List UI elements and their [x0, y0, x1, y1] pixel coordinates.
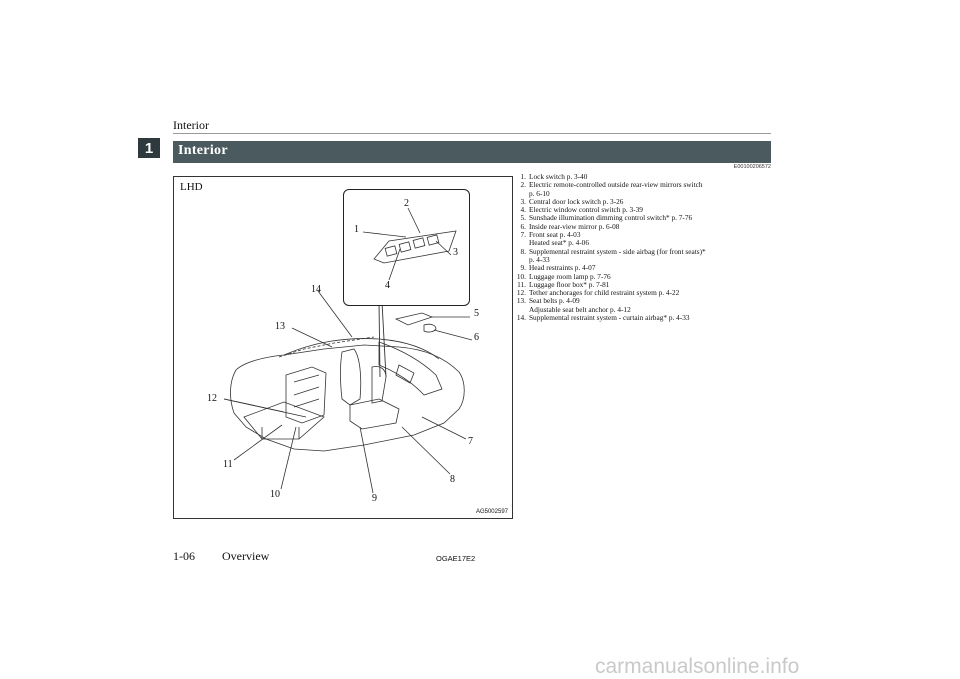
callout-10: 10 — [270, 489, 280, 500]
legend-item: 9. Head restraints p. 4-07 — [520, 263, 596, 273]
callout-1: 1 — [354, 224, 359, 235]
callout-11: 11 — [223, 459, 233, 470]
chapter-tab: 1 — [138, 138, 160, 158]
legend-item: 5. Sunshade illumination dimming control switch* p. 7-76 — [520, 213, 693, 223]
legend-item: 1. Lock switch p. 3-40 — [520, 172, 588, 181]
legend-item: 2. Electric remote-controlled outside rear-view mirrors switch p. 6-10 — [520, 180, 703, 198]
callout-6: 6 — [474, 332, 479, 343]
legend-item: 7. Front seat p. 4-03 Heated seat* p. 4-06 — [520, 230, 589, 248]
component-legend — [516, 173, 774, 322]
header-rule — [173, 133, 771, 134]
callout-9: 9 — [372, 493, 377, 504]
callout-14: 14 — [311, 284, 321, 295]
legend-item: 3. Central door lock switch p. 3-26 — [520, 196, 624, 206]
callout-13: 13 — [275, 321, 285, 332]
callout-8: 8 — [450, 474, 455, 485]
legend-item: 13. Seat belts p. 4-09 Adjustable seat belt anchor p. 4-12 — [516, 296, 631, 314]
footer-code: OGAE17E2 — [436, 554, 476, 563]
callout-3: 3 — [453, 247, 458, 258]
interior-figure — [173, 176, 513, 519]
callout-4: 4 — [385, 280, 390, 291]
figure-label: LHD — [180, 181, 203, 193]
legend-item: 12. Tether anchorages for child restraint system p. 4-22 — [516, 288, 680, 298]
legend-item: 8. Supplemental restraint system - side airbag (for front seats)* p. 4-33 — [520, 246, 706, 264]
watermark: carmanualsonline.info — [595, 655, 800, 678]
callout-5: 5 — [474, 308, 479, 319]
legend-item: 10. Luggage room lamp p. 7-76 — [516, 271, 611, 281]
footer-section: Overview — [222, 549, 270, 563]
page-number: 1-06 — [173, 549, 195, 563]
figure-code: AG5002597 — [475, 509, 508, 515]
running-header: Interior — [173, 118, 209, 132]
reference-code: E00100206572 — [733, 164, 771, 170]
page-title: Interior — [178, 143, 228, 158]
callout-7: 7 — [468, 436, 473, 447]
callout-2: 2 — [404, 198, 409, 209]
legend-item: 14. Supplemental restraint system - curtain airbag* p. 4-33 — [516, 313, 690, 323]
legend-item: 6. Inside rear-view mirror p. 6-08 — [520, 221, 620, 231]
callout-12: 12 — [207, 393, 217, 404]
legend-item: 4. Electric window control switch p. 3-39 — [520, 205, 643, 215]
legend-item: 11. Luggage floor box* p. 7-81 — [517, 279, 610, 289]
title-bar — [173, 141, 771, 163]
